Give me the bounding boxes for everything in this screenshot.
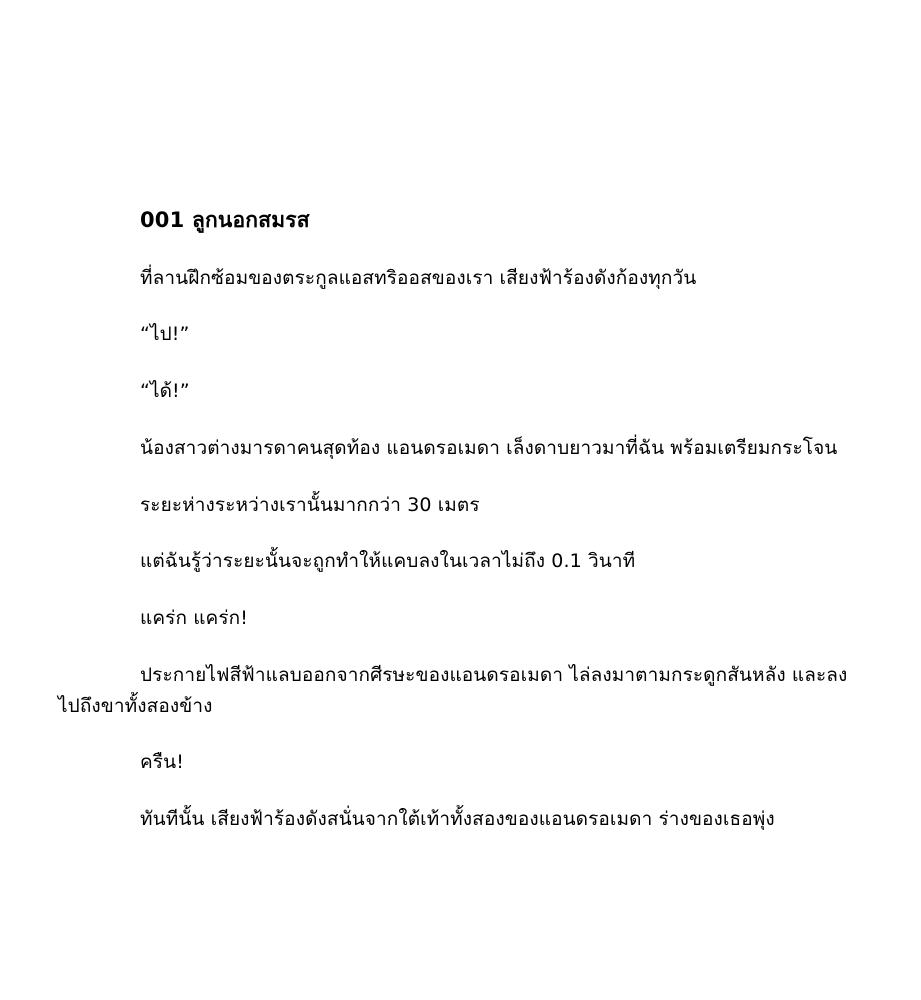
chapter-title: 001 ลูกนอกสมรส bbox=[140, 208, 310, 232]
paragraph-5: ระยะห่างระหว่างเรานั้นมากกว่า 30 เมตร bbox=[140, 493, 480, 516]
paragraph-2: “ไป!” bbox=[140, 323, 190, 346]
paragraph-4: น้องสาวต่างมารดาคนสุดท้อง แอนดรอเมดา เล็งดาบยาวมาที่ฉัน พร้อมเตรียมกระโจน bbox=[140, 436, 838, 459]
paragraph-1: ที่ลานฝึกซ้อมของตระกูลแอสทริออสของเรา เสียงฟ้าร้องดังก้องทุกวัน bbox=[140, 266, 697, 289]
paragraph-8: ประกายไฟสีฟ้าแลบออกจากศีรษะของแอนดรอเมดา ไล่ลงมาตามกระดูกสันหลัง และลงไปถึงขาทั้งสองข้าง bbox=[58, 663, 848, 717]
paragraph-9: ครืน! bbox=[140, 751, 184, 774]
paragraph-3: “ได้!” bbox=[140, 380, 190, 403]
paragraph-6: แต่ฉันรู้ว่าระยะนั้นจะถูกทำให้แคบลงในเวลาไม่ถึง 0.1 วินาที bbox=[140, 550, 636, 573]
paragraph-10: ทันทีนั้น เสียงฟ้าร้องดังสนั่นจากใต้เท้าทั้งสองของแอนดรอเมดา ร่างของเธอพุ่ง bbox=[140, 808, 775, 831]
document-content bbox=[58, 205, 858, 835]
paragraph-7: แคร่ก แคร่ก! bbox=[140, 607, 248, 630]
